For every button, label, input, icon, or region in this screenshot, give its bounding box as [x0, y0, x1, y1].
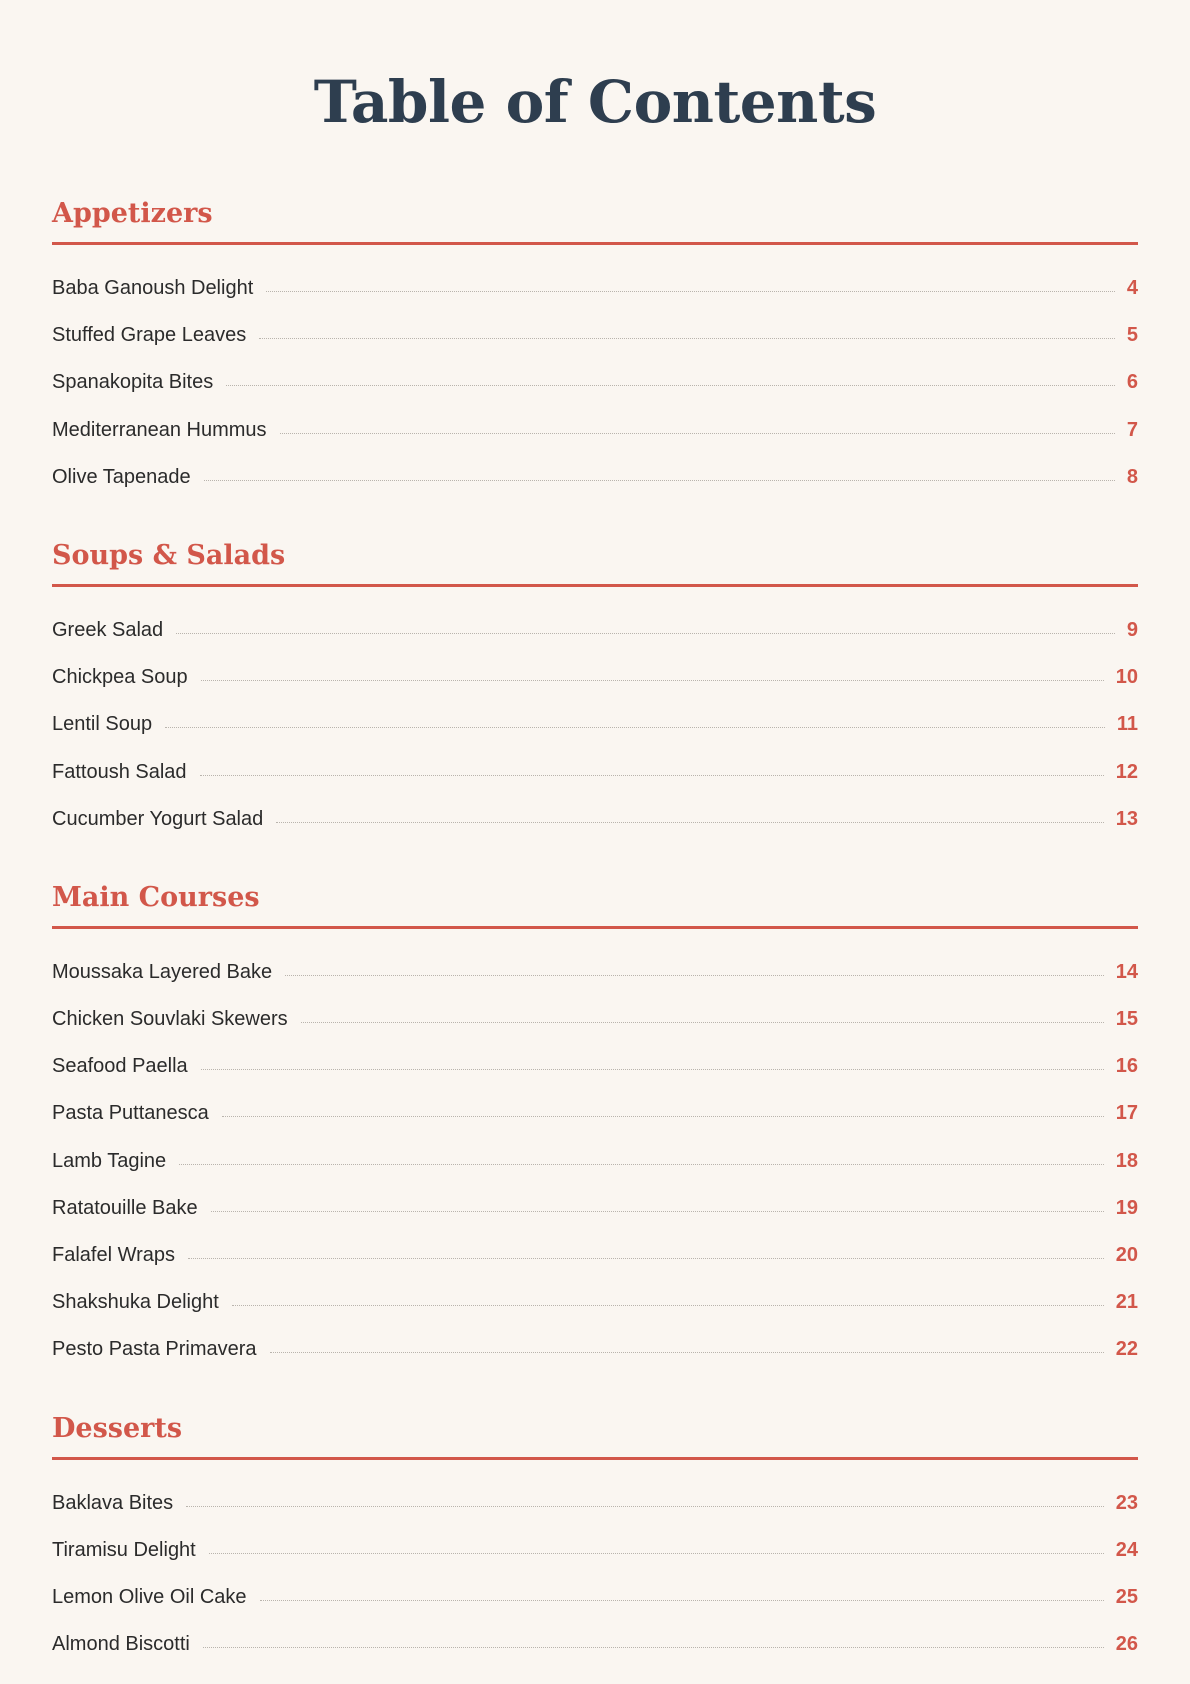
toc-entry[interactable] — [52, 265, 1138, 312]
entry-title: Cucumber Yogurt Salad — [52, 807, 264, 830]
dot-leader — [165, 727, 1105, 728]
entry-page-number: 22 — [1115, 1338, 1138, 1361]
entry-page-number: 10 — [1115, 666, 1138, 689]
toc-entry[interactable] — [52, 359, 1138, 406]
entry-page-number: 7 — [1126, 418, 1138, 441]
entry-title: Chicken Souvlaki Skewers — [52, 1008, 288, 1031]
toc-entry[interactable] — [52, 607, 1138, 654]
toc-entry[interactable] — [52, 1527, 1138, 1574]
dot-leader — [200, 775, 1104, 776]
entry-page-number: 9 — [1126, 618, 1138, 641]
entry-title: Lentil Soup — [52, 713, 153, 736]
toc-section — [52, 1409, 1138, 1669]
entry-page-number: 24 — [1115, 1538, 1138, 1561]
dot-leader — [188, 1258, 1104, 1259]
toc-entry[interactable] — [52, 454, 1138, 501]
entry-title: Falafel Wraps — [52, 1244, 176, 1266]
toc-entry[interactable] — [52, 1232, 1138, 1279]
entry-page-number: 16 — [1115, 1055, 1138, 1078]
entry-title: Baba Ganoush Delight — [52, 277, 254, 299]
dot-leader — [260, 1600, 1104, 1601]
entry-title: Stuffed Grape Leaves — [52, 324, 247, 347]
entry-page-number: 15 — [1115, 1008, 1138, 1031]
section-list — [52, 194, 1138, 1668]
toc-entry[interactable] — [52, 949, 1138, 996]
entry-page-number: 21 — [1115, 1291, 1138, 1314]
dot-leader — [232, 1305, 1104, 1306]
entry-page-number: 13 — [1115, 807, 1138, 830]
dot-leader — [285, 975, 1104, 976]
dot-leader — [186, 1506, 1104, 1507]
entry-page-number: 18 — [1115, 1149, 1138, 1172]
toc-entry[interactable] — [52, 1279, 1138, 1326]
dot-leader — [204, 480, 1115, 481]
section-heading: Main Courses — [52, 878, 1138, 929]
toc-entry[interactable] — [52, 1043, 1138, 1090]
dot-leader — [259, 338, 1115, 339]
toc-entry[interactable] — [52, 701, 1138, 748]
entry-page-number: 17 — [1115, 1102, 1138, 1125]
entry-page-number: 26 — [1115, 1633, 1138, 1656]
dot-leader — [201, 680, 1104, 681]
dot-leader — [222, 1116, 1104, 1117]
toc-entry[interactable] — [52, 1480, 1138, 1527]
toc-entry[interactable] — [52, 1185, 1138, 1232]
entry-title: Almond Biscotti — [52, 1633, 190, 1656]
toc-section — [52, 194, 1138, 501]
toc-entry[interactable] — [52, 1138, 1138, 1185]
entry-page-number: 25 — [1115, 1585, 1138, 1608]
entry-title: Moussaka Layered Bake — [52, 960, 273, 983]
section-heading: Desserts — [52, 1409, 1138, 1460]
dot-leader — [211, 1211, 1104, 1212]
toc-entry[interactable] — [52, 1574, 1138, 1621]
entry-title: Pesto Pasta Primavera — [52, 1338, 257, 1361]
entry-title: Fattoush Salad — [52, 760, 187, 783]
entry-title: Olive Tapenade — [52, 465, 191, 488]
page-title: Table of Contents — [313, 68, 877, 136]
dot-leader — [176, 633, 1115, 634]
entry-page-number: 6 — [1126, 371, 1138, 394]
toc-entry[interactable] — [52, 312, 1138, 359]
dot-leader — [209, 1553, 1104, 1554]
entry-page-number: 11 — [1116, 713, 1138, 736]
toc-section — [52, 536, 1138, 843]
section-heading: Appetizers — [52, 194, 1138, 245]
entry-title: Ratatouille Bake — [52, 1196, 198, 1219]
entry-page-number: 12 — [1115, 760, 1138, 783]
entry-title: Pasta Puttanesca — [52, 1102, 209, 1125]
entry-title: Tiramisu Delight — [52, 1538, 196, 1561]
entry-title: Greek Salad — [52, 618, 164, 641]
entry-page-number: 8 — [1126, 465, 1138, 488]
dot-leader — [266, 291, 1115, 292]
toc-entry[interactable] — [52, 749, 1138, 796]
entry-page-number: 5 — [1126, 324, 1138, 347]
entry-page-number: 14 — [1115, 960, 1138, 983]
entry-page-number: 23 — [1115, 1491, 1138, 1514]
entry-page-number: 19 — [1115, 1196, 1138, 1219]
toc-entry[interactable] — [52, 1621, 1138, 1668]
entry-title: Spanakopita Bites — [52, 371, 214, 394]
entry-title: Seafood Paella — [52, 1055, 188, 1078]
dot-leader — [301, 1022, 1104, 1023]
toc-entry[interactable] — [52, 796, 1138, 843]
entry-page-number: 20 — [1115, 1244, 1138, 1266]
dot-leader — [270, 1352, 1104, 1353]
entry-page-number: 4 — [1126, 277, 1138, 299]
dot-leader — [179, 1164, 1104, 1165]
entry-title: Shakshuka Delight — [52, 1291, 219, 1314]
dot-leader — [201, 1069, 1104, 1070]
toc-section — [52, 878, 1138, 1374]
toc-entry[interactable] — [52, 1326, 1138, 1373]
toc-entry[interactable] — [52, 407, 1138, 454]
dot-leader — [203, 1647, 1104, 1648]
entry-title: Chickpea Soup — [52, 666, 188, 689]
dot-leader — [276, 822, 1104, 823]
toc-entry[interactable] — [52, 1090, 1138, 1137]
dot-leader — [226, 385, 1115, 386]
entry-title: Baklava Bites — [52, 1491, 174, 1514]
dot-leader — [280, 433, 1115, 434]
entry-title: Lemon Olive Oil Cake — [52, 1585, 247, 1608]
toc-entry[interactable] — [52, 654, 1138, 701]
entry-title: Lamb Tagine — [52, 1149, 167, 1172]
section-heading: Soups & Salads — [52, 536, 1138, 587]
entry-title: Mediterranean Hummus — [52, 418, 267, 441]
toc-entry[interactable] — [52, 996, 1138, 1043]
